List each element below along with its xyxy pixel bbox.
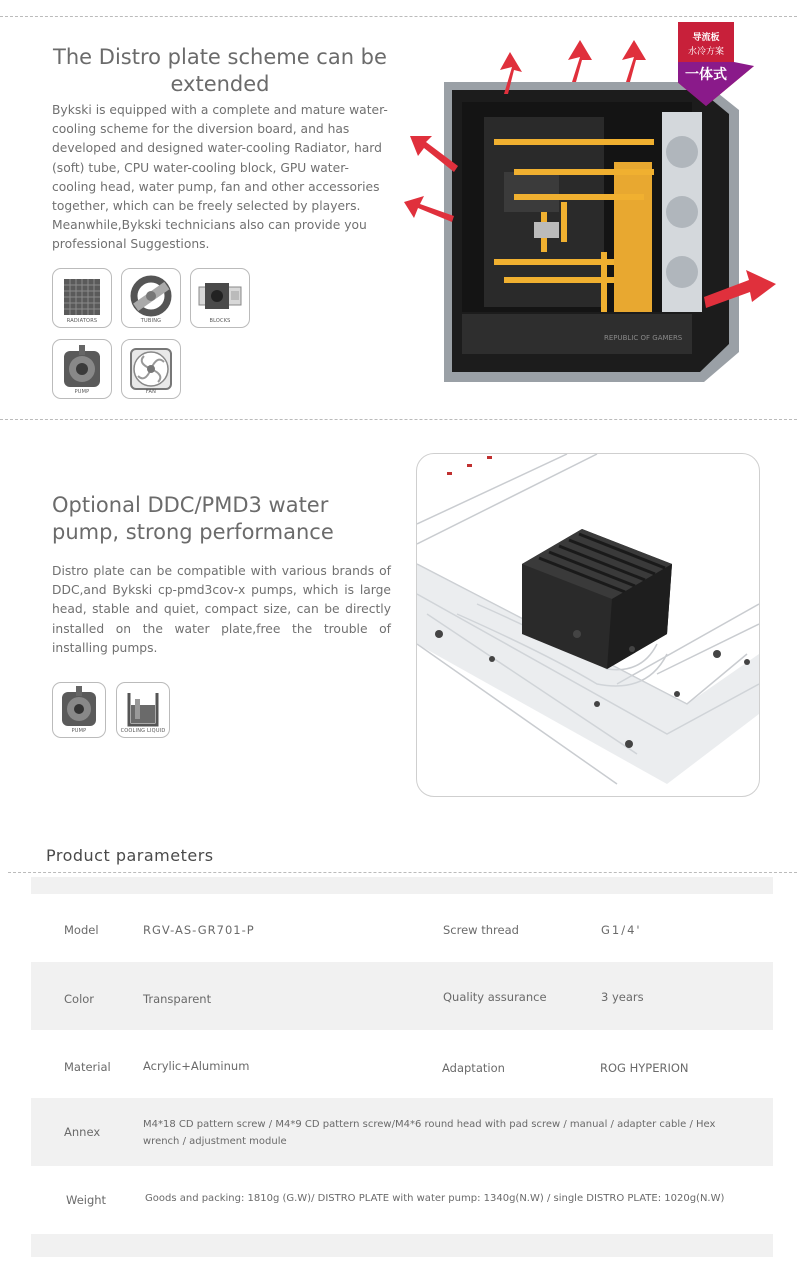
- param-value: RGV-AS-GR701-P: [143, 923, 255, 937]
- param-label-2: Adaptation: [442, 1061, 505, 1075]
- top-divider: [0, 16, 797, 17]
- param-value: Transparent: [143, 992, 212, 1006]
- param-row-material: [31, 1030, 773, 1098]
- param-value-2: ROG HYPERION: [600, 1061, 689, 1075]
- badge-line1: 导流板: [692, 33, 720, 43]
- badge-line3: 一体式: [685, 67, 727, 83]
- tubing-label: TUBING: [140, 318, 162, 324]
- pump-label-2: PUMP: [71, 728, 87, 734]
- param-row-model: [31, 894, 773, 962]
- params-title: Product parameters: [46, 846, 214, 865]
- pump-label: PUMP: [74, 389, 90, 395]
- badge-line2: 水冷方案: [687, 47, 724, 57]
- param-row-color: [31, 962, 773, 1030]
- pump-icon-tile: [52, 339, 112, 399]
- section1-title: The Distro plate scheme can be extended: [53, 45, 387, 97]
- cooling-liquid-icon-tile: [116, 682, 170, 738]
- blocks-icon-tile: [190, 268, 250, 328]
- section2-title: Optional DDC/PMD3 water pump, strong performance: [52, 493, 334, 545]
- param-label: Annex: [64, 1125, 101, 1139]
- arrow-icon: [568, 40, 592, 82]
- section2-body: Distro plate can be compatible with various brands of DDC,and Bykski cp-pmd3cov-x pumps, which is large head, stable and quiet, compact size, can be directly installed on the water plate,free the trouble of installing pumps.: [52, 564, 391, 655]
- param-label: Color: [64, 992, 95, 1006]
- fan-icon-tile: [121, 339, 181, 399]
- param-value: Goods and packing: 1810g (G.W)/ DISTRO PLATE with water pump: 1340g(N.W) / single DISTRO PLATE: 1020g(N.W): [145, 1193, 725, 1204]
- param-label-2: Screw thread: [443, 923, 519, 937]
- param-value: M4*18 CD pattern screw / M4*9 CD pattern screw/M4*6 round head with pad screw / manual / adapter cable / Hex wrench / adjustment module: [143, 1119, 716, 1147]
- tubing-icon-tile: [121, 268, 181, 328]
- distro-plate: [614, 162, 652, 312]
- params-spacer-top: [31, 877, 773, 894]
- param-label-2: Quality assurance: [443, 990, 547, 1004]
- distro-plate-photo: [416, 453, 760, 797]
- param-label: Material: [64, 1060, 111, 1074]
- param-row-weight: [31, 1166, 773, 1234]
- shroud-text: REPUBLIC OF GAMERS: [604, 334, 683, 342]
- fan-label: FAN: [145, 389, 157, 395]
- cooling-liquid-label: COOLING LIQUID: [120, 728, 166, 734]
- arrow-icon: [622, 40, 646, 82]
- param-row-annex: [31, 1098, 773, 1166]
- param-value-2: 3 years: [601, 990, 644, 1004]
- param-value-2: G1/4': [601, 923, 642, 937]
- param-label: Model: [64, 923, 99, 937]
- param-value: Acrylic+Aluminum: [143, 1059, 250, 1073]
- params-spacer-bottom: [31, 1234, 773, 1257]
- params-divider: [8, 872, 797, 873]
- radiator-icon-tile: [52, 268, 112, 328]
- pump-icon-tile-2: [52, 682, 106, 738]
- blocks-label: BLOCKS: [209, 318, 231, 324]
- integrated-scheme-badge: [678, 22, 754, 106]
- section1-body: Bykski is equipped with a complete and mature water-cooling scheme for the diversion board, and has developed and designed water-cooling Radiator, hard (soft) tube, CPU water-cooling block, GPU water-cooling head, water pump, fan and other accessories together, which can be freely selected by players. Meanwhile,Bykski technicians also can provide you professional Suggestions.: [52, 103, 388, 252]
- param-label: Weight: [66, 1193, 107, 1207]
- section-divider: [0, 419, 797, 420]
- radiator-label: RADIATORS: [66, 318, 98, 324]
